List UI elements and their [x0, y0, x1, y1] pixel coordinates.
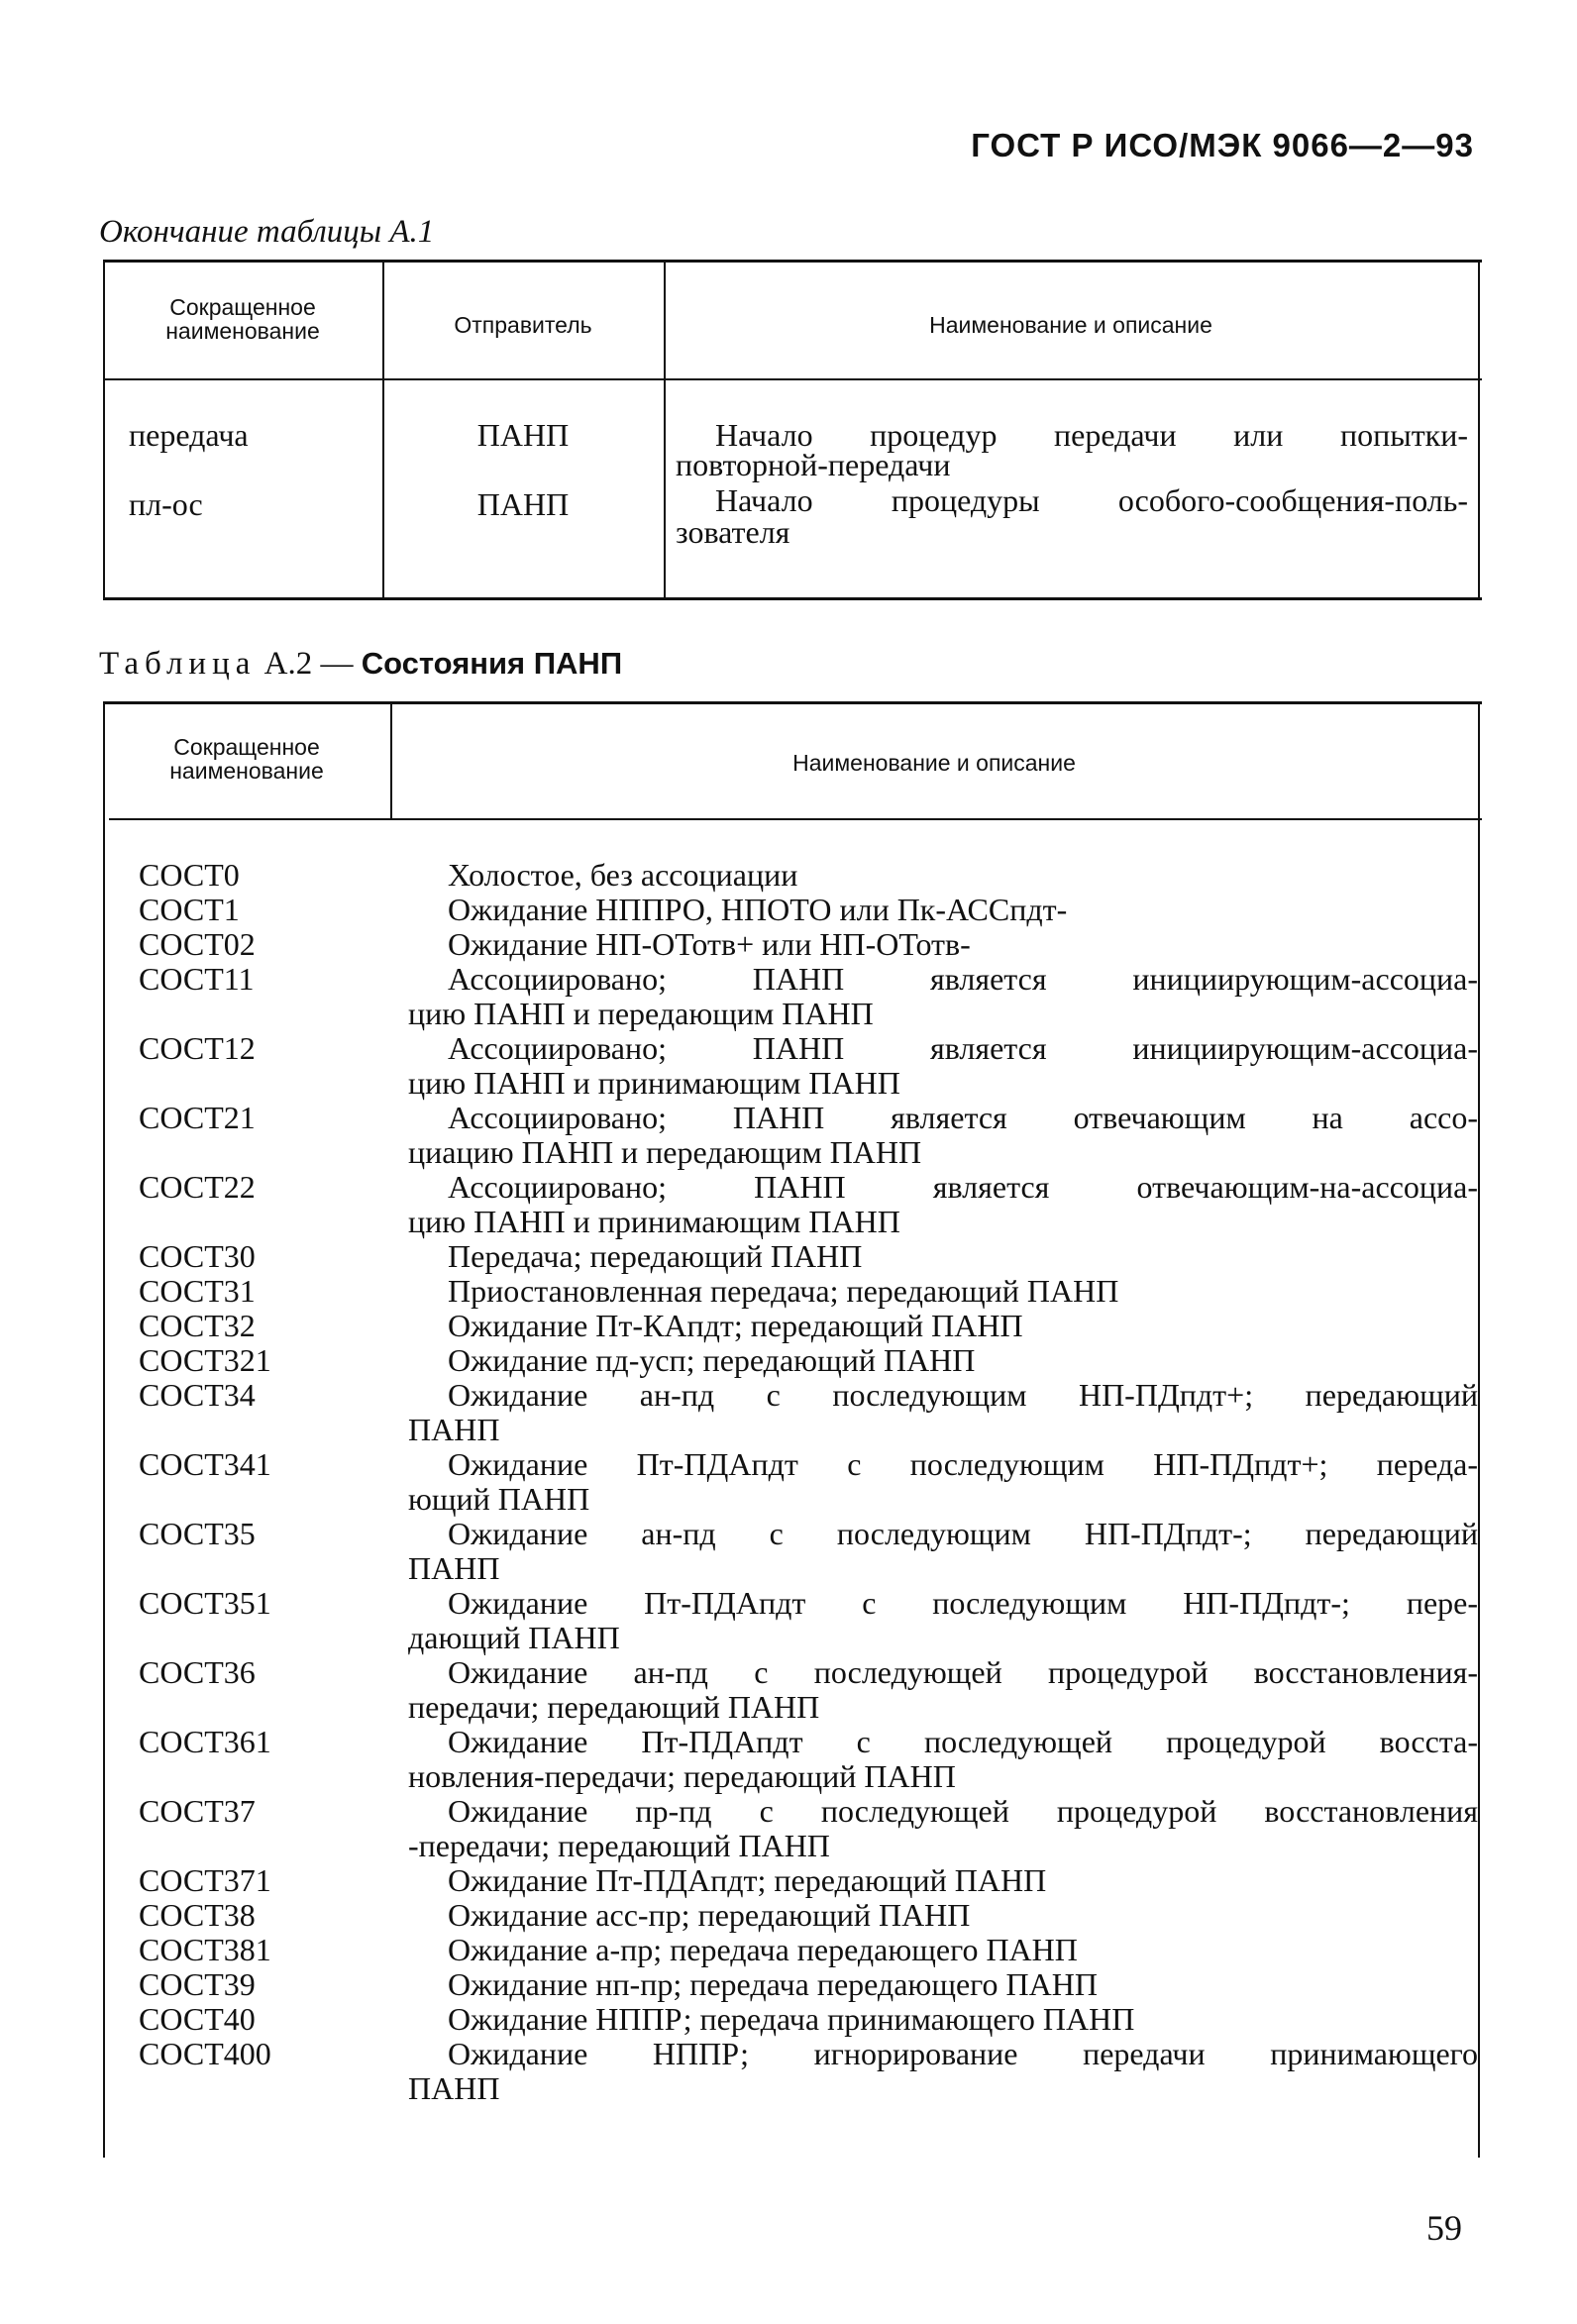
desc-line: цию ПАНП и передающим ПАНП	[408, 996, 874, 1031]
desc-line: ПАНП	[408, 1550, 500, 1586]
state-abbr: СОСТ0	[139, 857, 240, 893]
table2-top-rule	[103, 701, 1482, 704]
table1-header-rule	[103, 378, 1482, 380]
desc-line: Ассоциировано; ПАНП является инициирующим-ассоциа-	[448, 961, 1478, 997]
table-row	[103, 1863, 1482, 1898]
state-abbr: СОСТ22	[139, 1169, 256, 1205]
table-row	[103, 1274, 1482, 1309]
state-description	[408, 1309, 1478, 1343]
page-number: 59	[1426, 2208, 1462, 2248]
desc-line: Ожидание Пт-КАпдт; передающий ПАНП	[448, 1308, 1023, 1343]
state-abbr: СОСТ38	[139, 1897, 256, 1933]
state-description	[408, 1655, 1478, 1725]
table-row	[103, 1586, 1482, 1655]
state-description	[408, 1586, 1478, 1655]
desc-line: Ожидание Пт-ПДАпдт с последующим НП-ПДпдт+; переда-	[448, 1446, 1478, 1482]
state-abbr: СОСТ36	[139, 1654, 256, 1690]
table1-col-divider	[664, 260, 666, 600]
state-description	[408, 1517, 1478, 1586]
table-row	[103, 1378, 1482, 1447]
table1-border-right	[1478, 260, 1480, 600]
table-row	[103, 1725, 1482, 1794]
table-row	[103, 2002, 1482, 2037]
state-description	[408, 1031, 1478, 1101]
state-abbr: СОСТ11	[139, 961, 255, 997]
table-row	[103, 1898, 1482, 1933]
desc-line: цию ПАНП и принимающим ПАНП	[408, 1204, 900, 1239]
table1-row-desc	[676, 482, 1468, 550]
state-description	[408, 1898, 1478, 1933]
state-abbr: СОСТ37	[139, 1793, 256, 1829]
state-description	[408, 2037, 1478, 2106]
desc-line: Приостановленная передача; передающий ПАНП	[448, 1273, 1119, 1309]
state-description	[408, 1725, 1478, 1794]
state-description	[408, 893, 1478, 927]
desc-line: Ожидание Пт-ПДАпдт с последующим НП-ПДпдт-; пере-	[448, 1585, 1478, 1621]
desc-line: Холостое, без ассоциации	[448, 857, 798, 893]
table1-row-desc	[676, 417, 1468, 482]
state-description	[408, 1239, 1478, 1274]
state-abbr: СОСТ32	[139, 1308, 256, 1343]
desc-line: Ожидание НП-ОТотв+ или НП-ОТотв-	[448, 926, 971, 962]
table1-row-sender: ПАНП	[476, 417, 570, 453]
desc-line: Начало процедур передачи или попытки-	[715, 417, 1468, 453]
desc-line: Ожидание ан-пд с последующей процедурой восстановления-	[448, 1654, 1478, 1690]
desc-line: Ассоциировано; ПАНП является отвечающим на ассо-	[448, 1100, 1478, 1135]
state-abbr: СОСТ39	[139, 1966, 256, 2002]
desc-line: цию ПАНП и принимающим ПАНП	[408, 1065, 900, 1101]
state-abbr: СОСТ35	[139, 1516, 256, 1551]
header-line: Сокращенное	[169, 294, 316, 320]
state-abbr: СОСТ02	[139, 926, 256, 962]
table1-caption: Окончание таблицы А.1	[99, 214, 435, 250]
table-row	[103, 1655, 1482, 1725]
desc-line: Ожидание а-пр; передача передающего ПАНП	[448, 1932, 1078, 1967]
state-description	[408, 1794, 1478, 1863]
table-row	[103, 1794, 1482, 1863]
table-row	[103, 1517, 1482, 1586]
desc-line: Ассоциировано; ПАНП является отвечающим-на-ассоциа-	[448, 1169, 1478, 1205]
desc-line: ющий ПАНП	[408, 1481, 590, 1517]
state-abbr: СОСТ371	[139, 1862, 271, 1898]
state-abbr: СОСТ12	[139, 1030, 256, 1066]
state-abbr: СОСТ351	[139, 1585, 271, 1621]
table-row	[103, 1447, 1482, 1517]
table-row	[103, 2037, 1482, 2106]
table-row	[103, 962, 1482, 1031]
table-row	[103, 1239, 1482, 1274]
state-description	[408, 1967, 1478, 2002]
table2-header-rule	[109, 818, 1482, 820]
header-line: Сокращенное	[173, 734, 320, 760]
state-abbr: СОСТ341	[139, 1446, 271, 1482]
table2	[103, 701, 1482, 2158]
table-row	[103, 927, 1482, 962]
table2-body	[103, 858, 1482, 2106]
table-row	[103, 1031, 1482, 1101]
desc-line: Передача; передающий ПАНП	[448, 1238, 863, 1274]
state-abbr: СОСТ381	[139, 1932, 271, 1967]
desc-line: Ожидание Пт-ПДАпдт; передающий ПАНП	[448, 1862, 1047, 1898]
desc-line: -передачи; передающий ПАНП	[408, 1828, 830, 1863]
state-description	[408, 1170, 1478, 1239]
desc-line: Ожидание НППР; передача принимающего ПАНП	[448, 2001, 1135, 2037]
desc-line: Ожидание НППР; игнорирование передачи принимающего	[448, 2036, 1478, 2071]
desc-line: новления-передачи; передающий ПАНП	[408, 1758, 956, 1794]
state-description	[408, 1378, 1478, 1447]
desc-line: передачи; передающий ПАНП	[408, 1689, 820, 1725]
table1-row-sender: ПАНП	[476, 486, 570, 522]
table2-header-desc: Наименование и описание	[792, 750, 1076, 776]
state-abbr: СОСТ321	[139, 1342, 271, 1378]
desc-line: Ожидание пр-пд с последующей процедурой восстановления	[448, 1793, 1478, 1829]
table-row	[103, 1309, 1482, 1343]
state-description	[408, 2002, 1478, 2037]
state-description	[408, 1933, 1478, 1967]
table-row	[103, 1101, 1482, 1170]
state-abbr: СОСТ31	[139, 1273, 256, 1309]
state-description	[408, 962, 1478, 1031]
state-abbr: СОСТ34	[139, 1377, 256, 1413]
desc-line: Ассоциировано; ПАНП является инициирующим-ассоциа-	[448, 1030, 1478, 1066]
state-abbr: СОСТ1	[139, 892, 240, 927]
desc-line: повторной-передачи	[676, 447, 951, 482]
header-line: наименование	[169, 758, 324, 784]
table-row	[103, 858, 1482, 893]
desc-line: Ожидание ан-пд с последующим НП-ПДпдт+; передающий	[448, 1377, 1478, 1413]
state-description	[408, 1274, 1478, 1309]
state-description	[408, 1343, 1478, 1378]
table1	[103, 260, 1482, 600]
table-row	[103, 1933, 1482, 1967]
header-line: наименование	[165, 318, 320, 344]
table1-header-sender: Отправитель	[454, 312, 592, 338]
table-row	[103, 1343, 1482, 1378]
state-abbr: СОСТ400	[139, 2036, 271, 2071]
document-header: ГОСТ Р ИСО/МЭК 9066—2—93	[971, 127, 1474, 163]
table1-header-desc: Наименование и описание	[929, 312, 1212, 338]
desc-line: Ожидание нп-пр; передача передающего ПАНП	[448, 1966, 1098, 2002]
desc-line: ПАНП	[408, 2070, 500, 2106]
state-description	[408, 1101, 1478, 1170]
desc-line: Ожидание ан-пд с последующим НП-ПДпдт-; передающий	[448, 1516, 1478, 1551]
desc-line: ПАНП	[408, 1412, 500, 1447]
desc-line: Ожидание асс-пр; передающий ПАНП	[448, 1897, 971, 1933]
state-abbr: СОСТ361	[139, 1724, 271, 1759]
desc-line: циацию ПАНП и передающим ПАНП	[408, 1134, 922, 1170]
state-description	[408, 1863, 1478, 1898]
desc-line: Начало процедуры особого-сообщения-поль-	[715, 482, 1468, 518]
desc-line: зователя	[676, 514, 790, 550]
state-abbr: СОСТ21	[139, 1100, 256, 1135]
table2-caption-number: А.2 —	[256, 646, 362, 682]
table-row	[103, 1170, 1482, 1239]
desc-line: Ожидание Пт-ПДАпдт с последующей процедурой восста-	[448, 1724, 1478, 1759]
table1-row-abbr: пл-ос	[129, 486, 203, 522]
state-abbr: СОСТ30	[139, 1238, 256, 1274]
state-description	[408, 858, 1478, 893]
state-abbr: СОСТ40	[139, 2001, 256, 2037]
table1-header-abbr	[103, 295, 382, 343]
table2-caption-title: Состояния ПАНП	[361, 646, 623, 681]
table1-top-rule	[103, 260, 1482, 263]
table-row	[103, 1967, 1482, 2002]
table1-bottom-rule	[103, 597, 1482, 600]
state-description	[408, 927, 1478, 962]
desc-line: Ожидание пд-усп; передающий ПАНП	[448, 1342, 976, 1378]
desc-line: Ожидание НППРО, НПОТО или Пк-АССпдт-	[448, 892, 1068, 927]
state-description	[408, 1447, 1478, 1517]
table2-header-abbr	[103, 735, 390, 783]
table2-caption-prefix: Таблица	[99, 646, 257, 682]
table-row	[103, 893, 1482, 927]
desc-line: дающий ПАНП	[408, 1620, 620, 1655]
table1-row-abbr: передача	[129, 417, 249, 453]
table2-caption	[99, 646, 622, 683]
